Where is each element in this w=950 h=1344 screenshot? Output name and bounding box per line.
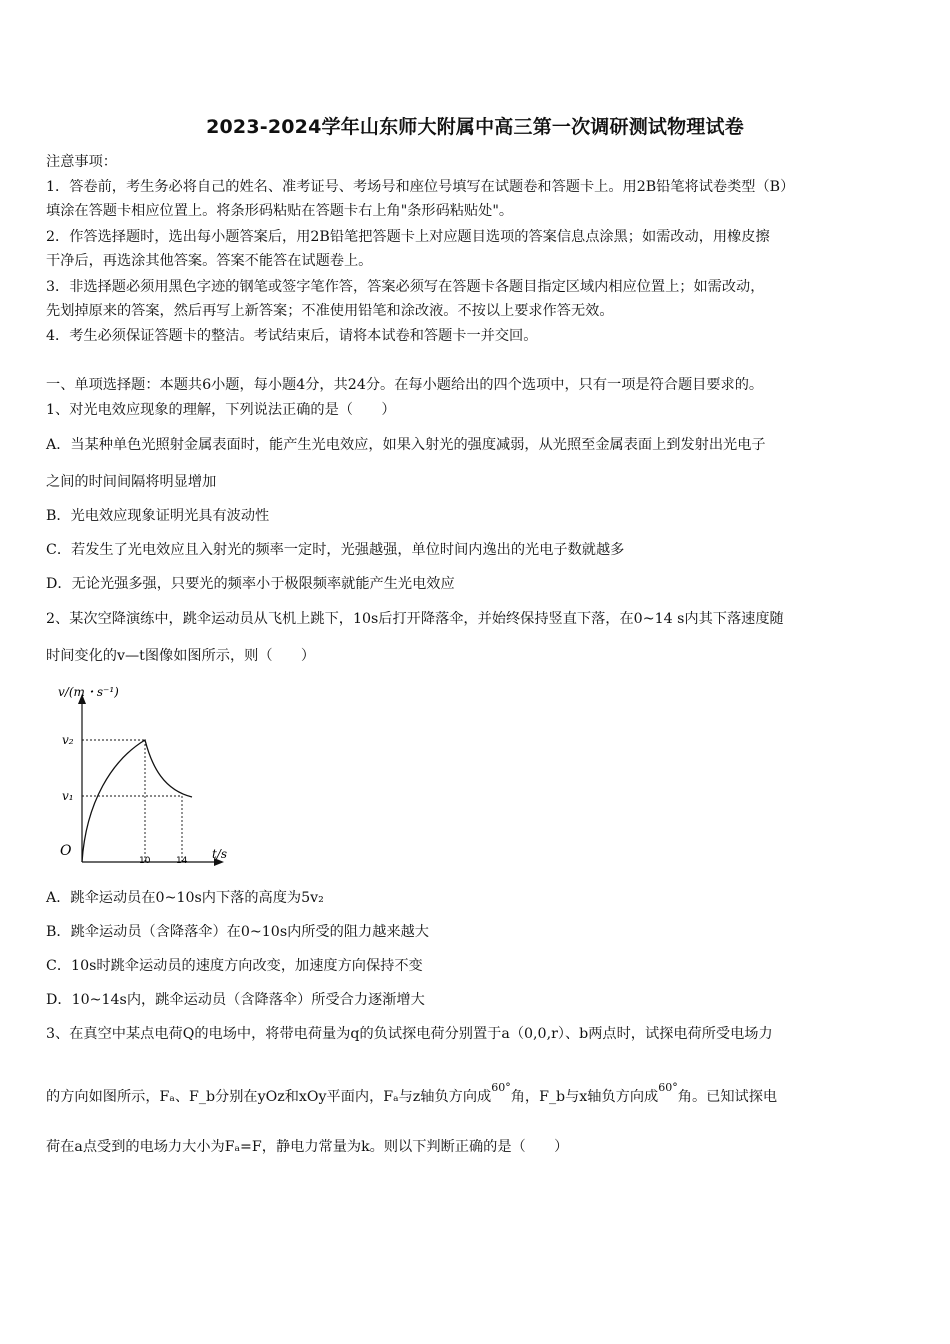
question-1-option-a-cont: 之间的时间间隔将明显增加	[46, 474, 217, 490]
question-1-option-d: D．无论光强多强，只要光的频率小于极限频率就能产生光电效应	[46, 576, 455, 592]
y-axis-label: v/(m・s⁻¹)	[58, 685, 119, 699]
question-3-line-1: 3、在真空中某点电荷Q的电场中，将带电荷量为q的负试探电荷分别置于a（0,0,r）、b两点时，试探电荷所受电场力	[46, 1026, 773, 1042]
notice-line: 2．作答选择题时，选出每小题答案后，用2B铅笔把答题卡上对应题目选项的答案信息点涂黑；如需改动，用橡皮擦	[46, 229, 770, 245]
notice-line: 先划掉原来的答案，然后再写上新答案；不准使用铅笔和涂改液。不按以上要求作答无效。	[46, 303, 614, 319]
t14-label: 14	[176, 856, 188, 866]
question-3-line-2a: 的方向如图所示，Fₐ、F_b分别在yOz和xOy平面内，Fₐ与z轴负方向成	[46, 1089, 492, 1105]
notice-line: 4．考生必须保证答题卡的整洁。考试结束后，请将本试卷和答题卡一并交回。	[46, 328, 538, 344]
question-1-option-c: C．若发生了光电效应且入射光的频率一定时，光强越强，单位时间内逸出的光电子数就越多	[46, 542, 625, 558]
question-2-option-c: C．10s时跳伞运动员的速度方向改变，加速度方向保持不变	[46, 958, 423, 974]
notice-line: 干净后，再选涂其他答案。答案不能答在试题卷上。	[46, 253, 373, 269]
question-1-stem: 1、对光电效应现象的理解，下列说法正确的是（ ）	[46, 402, 396, 418]
question-3-line-2b: 角，F_b与x轴负方向成	[510, 1089, 659, 1105]
notice-line: 1．答卷前，考生务必将自己的姓名、准考证号、考场号和座位号填写在试题卷和答题卡上。用2B铅笔将试卷类型（B）	[46, 179, 795, 195]
notice-line: 3．非选择题必须用黑色字迹的钢笔或签字笔作答，答案必须写在答题卡各题目指定区域内相应位置上；如需改动，	[46, 279, 765, 295]
x-axis-label: t/s	[212, 847, 228, 861]
question-2-option-a: A．跳伞运动员在0~10s内下落的高度为5v₂	[46, 890, 324, 906]
velocity-curve	[82, 740, 192, 862]
question-2-option-d: D．10~14s内，跳伞运动员（含降落伞）所受合力逐渐增大	[46, 992, 425, 1008]
question-2-option-b: B．跳伞运动员（含降落伞）在0~10s内所受的阻力越来越大	[46, 924, 429, 940]
notice-heading: 注意事项：	[46, 154, 117, 170]
angle-60-a: 60°	[491, 1081, 511, 1094]
question-3-line-2c: 角。已知试探电	[677, 1089, 778, 1105]
question-1-option-b: B．光电效应现象证明光具有波动性	[46, 508, 270, 524]
v1-label: v₁	[62, 789, 74, 803]
angle-60-b: 60°	[658, 1081, 678, 1094]
question-3-line-3: 荷在a点受到的电场力大小为Fₐ=F，静电力常量为k。则以下判断正确的是（ ）	[46, 1139, 569, 1155]
question-2-stem: 2、某次空降演练中，跳伞运动员从飞机上跳下，10s后打开降落伞，并始终保持竖直下落，在0~14 s内其下落速度随	[46, 611, 784, 627]
origin-label: O	[60, 843, 72, 859]
t10-label: 10	[139, 856, 151, 866]
v2-label: v₂	[62, 733, 74, 747]
question-3-line-2	[46, 1081, 778, 1108]
vt-graph	[52, 682, 252, 872]
page-title: 2023-2024学年山东师大附属中高三第一次调研测试物理试卷	[206, 116, 744, 138]
section-heading: 一、单项选择题：本题共6小题，每小题4分，共24分。在每小题给出的四个选项中，只有一项是符合题目要求的。	[46, 377, 764, 393]
notice-line: 填涂在答题卡相应位置上。将条形码粘贴在答题卡右上角"条形码粘贴处"。	[46, 203, 514, 219]
question-1-option-a: A．当某种单色光照射金属表面时，能产生光电效应，如果入射光的强度减弱，从光照至金属表面上到发射出光电子	[46, 437, 766, 453]
question-2-stem-cont: 时间变化的v—t图像如图所示，则（ ）	[46, 648, 316, 664]
